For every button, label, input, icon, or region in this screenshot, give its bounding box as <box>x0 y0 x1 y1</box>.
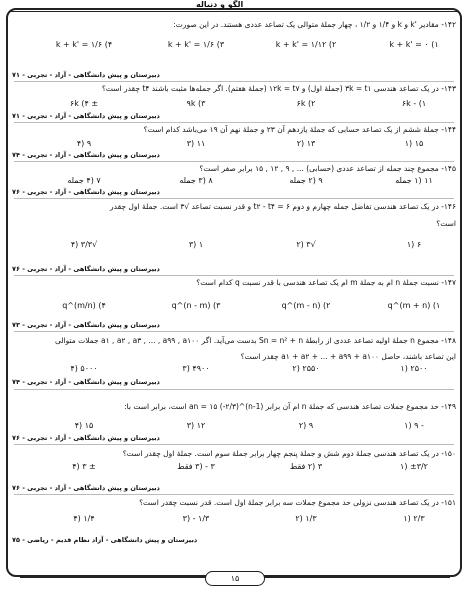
option-3[interactable]: ۱ (۳ <box>188 240 204 249</box>
option-3[interactable]: ۴۹۰۰ (۳ <box>182 364 210 373</box>
question-142-text: ۱۴۲- مقادیر 'k و k و ۱/۴ و ۱/۲ ، چهار جملهٔ متوالی یک تصاعد عددی هستند. در این صورت: <box>173 20 456 29</box>
option-4[interactable]: ۱۵ (۴ <box>74 421 94 430</box>
option-3[interactable]: q^(n - m) (۳ <box>171 301 221 310</box>
option-4[interactable]: ۱/۴ (۴ <box>73 514 95 523</box>
page-header-title: الگو و دنباله <box>196 0 244 9</box>
separator <box>14 161 454 162</box>
question-148-text-continued: این تصاعد باشند، حاصل a۱ + a۲ + ... + a۹۹ + a۱۰۰ چقدر است؟ <box>240 352 456 361</box>
question-148-source: دبیرستان و پیش دانشگاهی - آزاد - تجربی - ۷۴ <box>12 378 160 386</box>
option-1[interactable]: - ۹ (۱ <box>404 421 424 430</box>
question-145-source: دبیرستان و پیش دانشگاهی - آزاد - تجربی - ۷۶ <box>12 188 160 196</box>
option-2[interactable]: k + k' = ۱/۱۲ (۲ <box>275 40 337 49</box>
question-148-text: ۱۴۸- مجموع n جملهٔ اولیه تصاعد عددی از رابطهٔ Sn = n² + n بدست می‌آید. اگر a۱ , a۲ , a۳ , ... , a۹۹ , a۱۰۰ جملات متوالی <box>54 336 456 345</box>
question-146-text-continued: است؟ <box>436 219 456 228</box>
separator <box>14 494 454 495</box>
question-151-source: دبیرستان و پیش دانشگاهی - آزاد نظام قدیم - ریاضی - ۷۵ <box>12 536 198 544</box>
option-1[interactable]: ۶k - (۱ <box>401 99 427 108</box>
option-4[interactable]: k + k' = ۱/۶ (۴ <box>55 40 113 49</box>
separator <box>14 444 454 445</box>
option-3[interactable]: ۹k (۳ <box>186 99 206 108</box>
question-146-source: دبیرستان و پیش دانشگاهی - آزاد - تجربی - ۷۶ <box>12 265 160 273</box>
option-4[interactable]: ۵۰۰۰ (۴ <box>70 364 98 373</box>
option-1[interactable]: ۱۱ (۱ جمله <box>395 176 433 185</box>
question-146-text: ۱۴۶- در یک تصاعد هندسی تفاضل جمله چهارم و دوم ۶ = t۲ - t۴ و قدر نسبت تصاعد √۳ است. جملهٔ اول چقدر <box>110 202 456 211</box>
option-1[interactable]: q^(m + n) (۱ <box>387 301 441 310</box>
separator <box>14 122 454 123</box>
option-4[interactable]: q^(m/n) (۴ <box>62 301 106 310</box>
option-2[interactable]: q^(m - n) (۲ <box>281 301 331 310</box>
option-1[interactable]: ۲/۳ (۱ <box>403 514 425 523</box>
question-149-source: دبیرستان و پیش دانشگاهی - آزاد - تجربی - ۷۶ <box>12 434 160 442</box>
option-3[interactable]: ۱۱ (۳ <box>186 139 206 148</box>
question-142-options <box>14 40 454 54</box>
question-149-text: ۱۴۹- حد مجموع جملات تصاعد هندسی که جملهٔ n ام آن برابر an = ۱۵ (-۲/۳)^(n-1) است، برابر است با: <box>124 402 456 411</box>
option-1[interactable]: ±۳/۲ (۱ <box>400 462 428 471</box>
option-1[interactable]: k + k' = ۰ (۱ <box>389 40 439 49</box>
separator <box>14 331 454 332</box>
separator <box>14 275 454 276</box>
option-4[interactable]: ۹ (۴ <box>76 139 92 148</box>
option-2[interactable]: √۳ (۲ <box>296 240 316 249</box>
separator <box>14 389 454 390</box>
option-3[interactable]: ۱/۳ - (۳ <box>182 514 210 523</box>
option-2[interactable]: ۲۵۵۰ (۲ <box>292 364 320 373</box>
option-3[interactable]: ۱۲ (۳ <box>186 421 206 430</box>
option-2[interactable]: ۱۳ (۲ <box>296 139 316 148</box>
option-1[interactable]: ۲۵۰۰ (۱ <box>400 364 428 373</box>
question-150-text: ۱۵۰- در یک تصاعد هندسی جملهٔ دوم شش و جملهٔ پنجم چهار برابر جملهٔ سوم است. جملهٔ اول چقدر است؟ <box>122 449 456 458</box>
question-142-source: دبیرستان و پیش دانشگاهی - آزاد - تجربی - ۷۱ <box>12 71 160 79</box>
option-1[interactable]: ۱۵ (۱ <box>404 139 424 148</box>
option-4[interactable]: ± ۶k (۴ <box>69 99 99 108</box>
question-144-text: ۱۴۴- جملهٔ ششم از یک تصاعد حسابی که جملهٔ یازدهم آن ۲۳ و جملهٔ نهم آن ۱۹ می‌باشد کدام است؟ <box>143 125 456 134</box>
question-148-options <box>14 364 454 378</box>
question-147-options <box>14 301 454 315</box>
question-146-options <box>14 240 454 254</box>
option-2[interactable]: ۹ (۲ <box>298 421 314 430</box>
question-145-text: ۱۴۵- مجموع چند جمله از تصاعد عددی (حسابی) ... , ۹ , ۱۲ , ۱۵ برابر صفر است؟ <box>199 164 456 173</box>
option-2[interactable]: ۶k (۲ <box>296 99 316 108</box>
question-151-text: ۱۵۱- در یک تصاعد هندسی نزولی حد مجموع جملات سه برابر جملهٔ اول است. قدر نسبت چقدر است؟ <box>139 498 456 507</box>
header-divider <box>10 11 458 12</box>
separator <box>14 198 454 199</box>
question-151-options <box>14 514 454 528</box>
option-1[interactable]: ۶ (۱ <box>406 240 422 249</box>
option-3[interactable]: ۸ (۳ جمله <box>179 176 213 185</box>
question-143-text: ۱۴۳- در یک تصاعد هندسی ۳k = t۱ (جملهٔ اول) و ۱۲k = t۷ (جملهٔ هفتم). اگر جمله‌ها مثبت باشند t۴ چقدر است؟ <box>101 84 456 93</box>
option-3[interactable]: ۳ - (۳ فقط <box>177 462 215 471</box>
option-4[interactable]: √۳/۳ (۴ <box>70 240 98 249</box>
option-2[interactable]: ۹ (۲ جمله <box>289 176 323 185</box>
question-150-options <box>14 462 454 476</box>
option-4[interactable]: ۷ (۴ جمله <box>67 176 101 185</box>
option-2[interactable]: ۳ (۲ فقط <box>289 462 323 471</box>
question-150-source: دبیرستان و پیش دانشگاهی - آزاد - تجربی - ۷۶ <box>12 484 160 492</box>
option-4[interactable]: ± ۳ (۴ <box>72 462 96 471</box>
separator <box>14 81 454 82</box>
page-number: ۱۵ <box>205 571 265 586</box>
option-2[interactable]: ۱/۳ (۲ <box>295 514 317 523</box>
question-143-source: دبیرستان و پیش دانشگاهی - آزاد - تجربی - ۷۱ <box>12 112 160 120</box>
question-147-source: دبیرستان و پیش دانشگاهی - آزاد - تجربی - ۷۳ <box>12 321 160 329</box>
question-147-text: ۱۴۷- نسبت جملهٔ n ام به جملهٔ m ام یک تصاعد هندسی با قدر نسبت q کدام است؟ <box>196 278 456 287</box>
question-149-options <box>14 421 454 435</box>
question-144-source: دبیرستان و پیش دانشگاهی - آزاد - تجربی - ۷۴ <box>12 151 160 159</box>
question-143-options <box>14 99 454 113</box>
option-3[interactable]: k + k' = ۱/۶ (۳ <box>167 40 225 49</box>
